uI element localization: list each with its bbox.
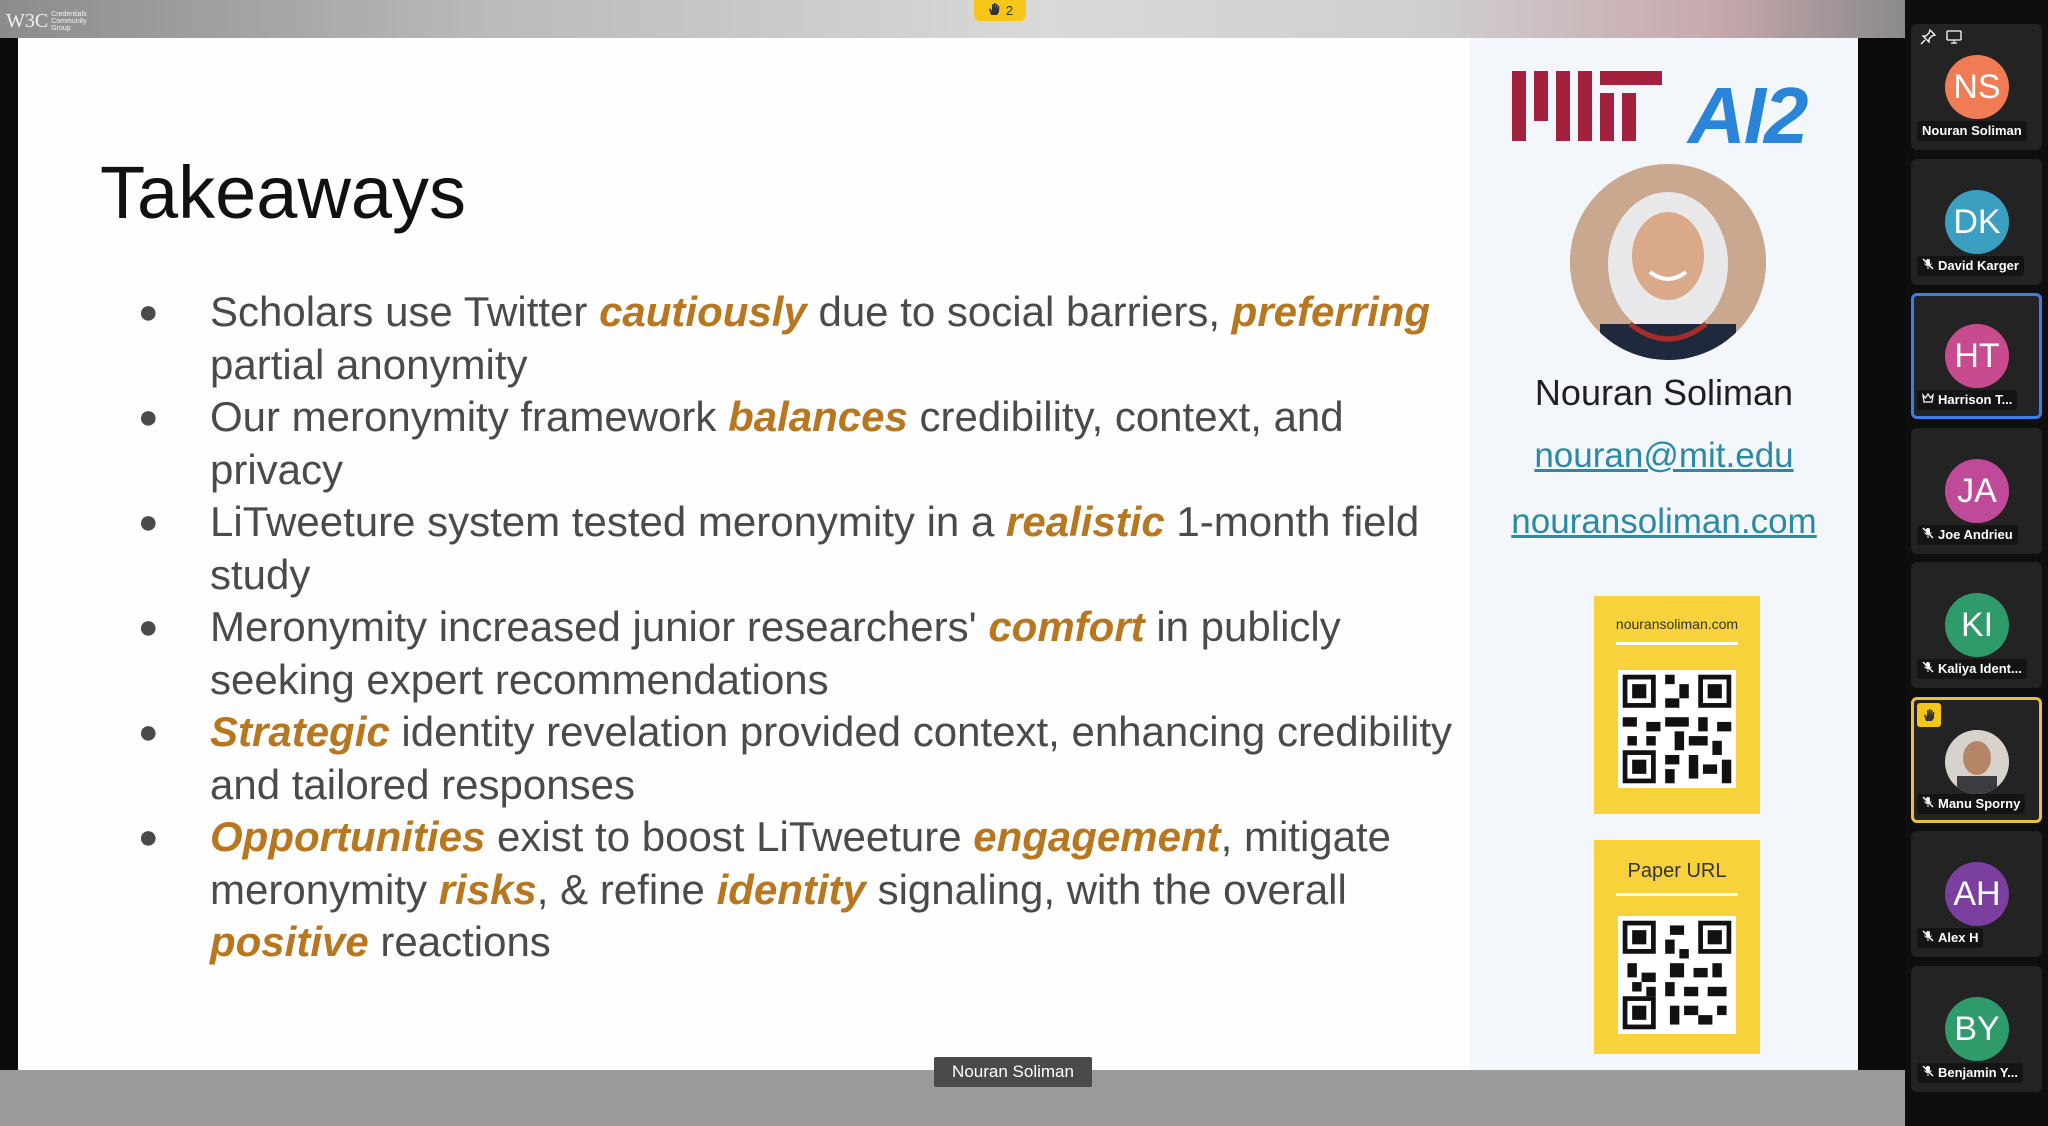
avatar: JA [1945,459,2009,523]
qr-card-label: Paper URL [1627,860,1727,882]
avatar: BY [1945,997,2009,1061]
bullet-icon: ● [138,293,159,331]
avatar: HT [1945,324,2009,388]
emphasis-text: cautiously [599,288,807,335]
avatar [1945,730,2009,794]
bullet-text: , mitigate meronymity [210,813,1392,913]
participant-name-badge [1917,390,2017,410]
emphasis-text: preferring [1231,288,1431,335]
emphasis-text: positive [210,918,369,965]
bullet-text: credibility, context, and privacy [210,393,1344,493]
screen-share-icon[interactable] [1946,29,1962,50]
participant-name-badge [1917,1063,2023,1083]
mit-logo [1512,66,1662,146]
takeaway-item [118,601,1458,706]
avatar: DK [1945,190,2009,254]
website-qr-card [1594,596,1760,814]
takeaway-item [118,706,1458,811]
avatar: NS [1945,55,2009,119]
bullet-text: Scholars use Twitter [210,288,600,335]
bullet-icon: ● [138,818,159,856]
qr-divider [1616,642,1738,645]
participant-name: Joe Andrieu [1938,526,2013,542]
participant-name: Manu Sporny [1938,795,2021,811]
w3c-logo: W3C Credentials Community Group [6,9,87,32]
participant-tile[interactable] [1911,24,2042,150]
participant-name-badge [1917,659,2027,679]
takeaway-item [118,391,1458,496]
participant-tile[interactable] [1911,831,2042,957]
participant-name: Alex H [1938,930,1979,945]
mic-off-icon [1922,256,1934,276]
emphasis-text: balances [728,393,908,440]
mic-off-icon [1922,1063,1934,1083]
raised-hands-badge[interactable] [974,0,1026,21]
emphasis-text: Opportunities [210,813,486,860]
participant-name: David Karger [1938,257,2019,273]
bullet-text: reactions [368,918,551,965]
emphasis-text: engagement [973,813,1221,860]
avatar: AH [1945,862,2009,926]
bullet-text: Meronymity increased junior researchers' [210,603,989,650]
mic-off-icon [1922,794,1934,814]
participant-tile[interactable] [1911,293,2042,419]
speaker-website-link[interactable]: nouransoliman.com [1511,502,1817,541]
emphasis-text: risks [438,865,537,913]
ai2-logo: AI2 [1688,71,1807,160]
bullet-text: partial anonymity [210,340,528,388]
bullet-icon: ● [138,713,159,751]
participant-strip [1905,0,2048,1126]
emphasis-text: realistic [1005,498,1165,545]
participant-name-badge [1917,794,2025,814]
bullet-text: in publicly seeking expert recommendations [210,603,1341,703]
qr-code-icon [1618,916,1736,1034]
mic-off-icon [1922,525,1934,545]
qr-card-label: nouransoliman.com [1615,616,1739,632]
qr-code-icon [1618,670,1736,788]
participant-tile[interactable] [1911,159,2042,285]
participant-tile[interactable] [1911,697,2042,823]
participant-name: Harrison T... [1938,392,2013,407]
emphasis-text: Strategic [210,708,390,755]
raised-hand-icon [1917,703,1941,727]
participant-name: Benjamin Y... [1938,1064,2018,1080]
mic-off-icon [1922,659,1934,679]
participant-tile[interactable] [1911,562,2042,688]
hand-icon [987,2,1001,19]
active-speaker-label: Nouran Soliman [934,1057,1092,1087]
pin-icon[interactable] [1920,29,1936,50]
bullet-text: 1-month field study [210,498,1420,598]
participant-tile[interactable] [1911,428,2042,554]
participant-name: Nouran Soliman [1922,123,2022,138]
participant-name-badge [1917,928,1983,948]
takeaway-item [118,286,1458,391]
qr-divider [1616,893,1738,896]
shared-screen [0,38,1905,1070]
speaker-name: Nouran Soliman [1534,372,1794,413]
presentation-slide [18,38,1858,1070]
logos [1512,66,1842,160]
bullet-icon: ● [138,503,159,541]
bullet-icon: ● [138,608,159,646]
mic-off-icon [1922,928,1934,948]
participant-name-badge [1917,121,2027,141]
takeaway-item [118,496,1458,601]
top-bar [0,0,1905,38]
bullet-text: due to social barriers, [806,288,1232,335]
speaker-email-link[interactable]: nouran@mit.edu [1534,436,1794,475]
takeaway-item [118,811,1458,969]
participant-name-badge [1917,256,2024,276]
speaker-photo [1570,164,1766,360]
bullet-text: LiTweeture system tested meronymity in a [210,498,1006,545]
avatar: KI [1945,593,2009,657]
emphasis-text: comfort [988,603,1145,650]
participant-name: Kaliya Ident... [1938,661,2022,676]
bullet-text: exist to boost LiTweeture [485,813,974,860]
raised-hands-count: 2 [1005,3,1014,18]
slide-title: Takeaways [100,151,467,234]
host-crown-icon [1922,390,1934,410]
participant-tile[interactable] [1911,966,2042,1092]
participant-name-badge [1917,525,2018,545]
bullet-text: signaling, with the overall [865,865,1347,913]
tile-controls [1920,29,1962,50]
bullet-text: , & refine [536,865,717,913]
w3c-logo-subtext: Credentials Community Group [51,10,87,32]
paper-qr-card [1594,840,1760,1054]
slide-content [18,38,1470,1070]
bullet-text: Our meronymity framework [210,393,729,440]
speaker-panel [1470,38,1858,1070]
emphasis-text: identity [716,865,866,913]
bullet-text: identity revelation provided context, enhancing credibility and tailored responses [210,708,1453,808]
takeaway-list [118,286,1458,969]
bullet-icon: ● [138,398,159,436]
